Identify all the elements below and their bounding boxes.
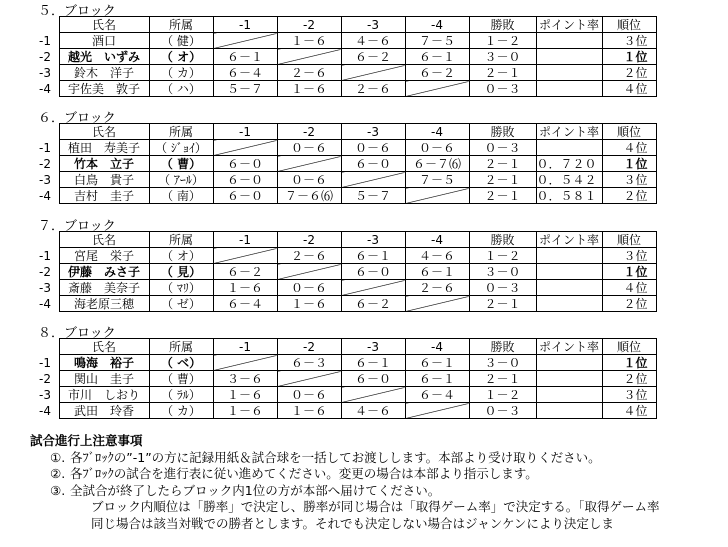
note-text: 全試合が終了したらブロック内1位の方が本部へ届けてください。 bbox=[70, 482, 441, 498]
player-number: -3 bbox=[39, 65, 51, 80]
player-number: -2 bbox=[39, 156, 51, 171]
match-score: ０－６ bbox=[277, 140, 341, 156]
player-affiliation: （ ハ） bbox=[149, 81, 213, 97]
match-score: ０－６ bbox=[341, 140, 405, 156]
player-row bbox=[37, 81, 656, 97]
header-c3: -3 bbox=[341, 17, 405, 33]
point-rate bbox=[536, 81, 602, 97]
header-row bbox=[37, 232, 656, 248]
match-score: １－６ bbox=[277, 403, 341, 419]
win-loss: １－２ bbox=[469, 387, 536, 403]
win-loss: ２－１ bbox=[469, 296, 536, 312]
player-affiliation: （ ｱｰﾙ） bbox=[149, 172, 213, 188]
match-score: ０－６ bbox=[277, 172, 341, 188]
header-rate: ポイント率 bbox=[536, 339, 602, 355]
header-c2: -2 bbox=[277, 232, 341, 248]
header-row bbox=[37, 124, 656, 140]
win-loss: ０－３ bbox=[469, 403, 536, 419]
header-row bbox=[37, 17, 656, 33]
self-match-cell bbox=[405, 188, 469, 204]
player-affiliation: （ ｼﾞｮｲ） bbox=[149, 140, 213, 156]
player-name: 斎藤 美奈子 bbox=[59, 280, 149, 296]
player-row bbox=[37, 172, 656, 188]
player-affiliation: （ ゼ） bbox=[149, 296, 213, 312]
player-affiliation: （ ﾏﾘ） bbox=[149, 280, 213, 296]
header-c1: -1 bbox=[213, 17, 277, 33]
player-row bbox=[37, 248, 656, 264]
header-record: 勝敗 bbox=[469, 232, 536, 248]
header-c2: -2 bbox=[277, 339, 341, 355]
header-rate: ポイント率 bbox=[536, 124, 602, 140]
point-rate bbox=[536, 264, 602, 280]
player-row bbox=[37, 156, 656, 172]
self-match-cell bbox=[277, 49, 341, 65]
header-c2: -2 bbox=[277, 124, 341, 140]
player-number: -4 bbox=[39, 296, 51, 311]
match-score: ６－０ bbox=[341, 371, 405, 387]
header-rank: 順位 bbox=[602, 124, 656, 140]
player-number: -2 bbox=[39, 264, 51, 279]
match-score: ６－２ bbox=[341, 296, 405, 312]
self-match-cell bbox=[341, 387, 405, 403]
roundrobin-table bbox=[37, 16, 657, 97]
match-score: ６－０ bbox=[213, 156, 277, 172]
match-score: ０－６ bbox=[277, 387, 341, 403]
rank: ３位 bbox=[602, 33, 656, 49]
match-score: ６－１ bbox=[341, 355, 405, 371]
header-c4: -4 bbox=[405, 339, 469, 355]
match-score: ４－６ bbox=[341, 403, 405, 419]
match-score: ６－０ bbox=[341, 264, 405, 280]
player-number: -4 bbox=[39, 403, 51, 418]
match-score: ５－７ bbox=[341, 188, 405, 204]
note-item-2 bbox=[30, 466, 728, 483]
header-rate: ポイント率 bbox=[536, 232, 602, 248]
match-score: ６－４ bbox=[213, 65, 277, 81]
header-row bbox=[37, 339, 656, 355]
header-blank bbox=[37, 17, 59, 33]
note-sub-2: 同じ場合は該当対戦での勝者とします。それでも決定しない場合はジャンケンにより決定しま bbox=[91, 515, 614, 531]
match-score: ０－６ bbox=[405, 140, 469, 156]
match-score: ６－１ bbox=[405, 355, 469, 371]
match-score: ６－７⑹ bbox=[405, 156, 469, 172]
win-loss: １－２ bbox=[469, 248, 536, 264]
header-c1: -1 bbox=[213, 339, 277, 355]
rank: ２位 bbox=[602, 371, 656, 387]
rank: ３位 bbox=[602, 387, 656, 403]
note-item-3 bbox=[30, 483, 728, 500]
block-title: ７．ブロック bbox=[38, 219, 116, 234]
win-loss: ２－１ bbox=[469, 172, 536, 188]
note-mark: ①. bbox=[50, 449, 66, 465]
player-affiliation: （ 健） bbox=[149, 33, 213, 49]
win-loss: ０－３ bbox=[469, 140, 536, 156]
self-match-cell bbox=[405, 296, 469, 312]
point-rate: ０．７２０ bbox=[536, 156, 602, 172]
player-affiliation: （ 見） bbox=[149, 264, 213, 280]
header-rank: 順位 bbox=[602, 17, 656, 33]
player-number: -3 bbox=[39, 280, 51, 295]
player-affiliation: （ ﾗﾙ） bbox=[149, 387, 213, 403]
player-name: 鳴海 裕子 bbox=[59, 355, 149, 371]
self-match-cell bbox=[341, 280, 405, 296]
player-affiliation: （ 曹） bbox=[149, 156, 213, 172]
player-row bbox=[37, 140, 656, 156]
match-score: ３－６ bbox=[213, 371, 277, 387]
self-match-cell bbox=[213, 355, 277, 371]
header-aff: 所属 bbox=[149, 339, 213, 355]
player-row bbox=[37, 264, 656, 280]
player-number: -4 bbox=[39, 188, 51, 203]
match-score: ６－０ bbox=[213, 172, 277, 188]
match-score: ６－４ bbox=[405, 387, 469, 403]
player-name: 竹本 立子 bbox=[59, 156, 149, 172]
player-number: -3 bbox=[39, 387, 51, 402]
block-title: ６．ブロック bbox=[38, 111, 116, 126]
header-record: 勝敗 bbox=[469, 124, 536, 140]
self-match-cell bbox=[277, 264, 341, 280]
match-score: ６－３ bbox=[277, 355, 341, 371]
note-mark: ③. bbox=[50, 482, 66, 498]
player-row bbox=[37, 33, 656, 49]
point-rate: ０．５８１ bbox=[536, 188, 602, 204]
win-loss: ３－０ bbox=[469, 49, 536, 65]
win-loss: ０－３ bbox=[469, 81, 536, 97]
player-name: 関山 圭子 bbox=[59, 371, 149, 387]
header-rank: 順位 bbox=[602, 339, 656, 355]
match-score: ７－５ bbox=[405, 172, 469, 188]
header-c2: -2 bbox=[277, 17, 341, 33]
player-number: -1 bbox=[39, 33, 51, 48]
player-row bbox=[37, 49, 656, 65]
point-rate bbox=[536, 296, 602, 312]
header-aff: 所属 bbox=[149, 17, 213, 33]
header-aff: 所属 bbox=[149, 232, 213, 248]
notes-heading: 試合進行上注意事項 bbox=[30, 433, 143, 448]
rank: ２位 bbox=[602, 188, 656, 204]
player-name: 植田 寿美子 bbox=[59, 140, 149, 156]
rank: ２位 bbox=[602, 65, 656, 81]
rank: １位 bbox=[602, 355, 656, 371]
match-score: ７－６⑹ bbox=[277, 188, 341, 204]
player-name: 伊藤 みさ子 bbox=[59, 264, 149, 280]
win-loss: ２－１ bbox=[469, 156, 536, 172]
player-row bbox=[37, 296, 656, 312]
match-score: ６－１ bbox=[405, 371, 469, 387]
match-score: ４－６ bbox=[341, 33, 405, 49]
player-row bbox=[37, 355, 656, 371]
player-affiliation: （ 南） bbox=[149, 188, 213, 204]
player-name: 白鳥 貴子 bbox=[59, 172, 149, 188]
header-record: 勝敗 bbox=[469, 17, 536, 33]
roundrobin-table bbox=[37, 338, 657, 419]
header-c4: -4 bbox=[405, 17, 469, 33]
match-score: ６－４ bbox=[213, 296, 277, 312]
header-blank bbox=[37, 339, 59, 355]
rank: ４位 bbox=[602, 280, 656, 296]
header-c3: -3 bbox=[341, 339, 405, 355]
player-number: -2 bbox=[39, 371, 51, 386]
player-name: 吉村 圭子 bbox=[59, 188, 149, 204]
point-rate bbox=[536, 140, 602, 156]
block-title: ５．ブロック bbox=[38, 4, 116, 19]
player-number: -4 bbox=[39, 81, 51, 96]
match-score: ４－６ bbox=[405, 248, 469, 264]
header-rate: ポイント率 bbox=[536, 17, 602, 33]
header-blank bbox=[37, 232, 59, 248]
player-name: 酒口 bbox=[59, 33, 149, 49]
player-number: -3 bbox=[39, 172, 51, 187]
header-name: 氏名 bbox=[59, 339, 149, 355]
header-name: 氏名 bbox=[59, 17, 149, 33]
note-sub-1: ブロック内順位は「勝率」で決定し、勝率が同じ場合は「取得ゲーム率」で決定する。「取得ゲーム率 bbox=[91, 499, 660, 514]
win-loss: ０－３ bbox=[469, 280, 536, 296]
note-text: 各ﾌﾞﾛｯｸの試合を進行表に従い進めてください。変更の場合は本部より指示します。 bbox=[70, 466, 538, 481]
match-score: ２－６ bbox=[277, 65, 341, 81]
note-mark: ②. bbox=[50, 466, 66, 481]
match-score: １－６ bbox=[277, 296, 341, 312]
note-item-1 bbox=[30, 450, 728, 467]
notes-section bbox=[30, 433, 728, 532]
match-score: ６－２ bbox=[213, 264, 277, 280]
match-score: ６－０ bbox=[341, 156, 405, 172]
match-score: ６－０ bbox=[213, 188, 277, 204]
match-score: ６－１ bbox=[405, 49, 469, 65]
player-name: 鈴木 洋子 bbox=[59, 65, 149, 81]
header-aff: 所属 bbox=[149, 124, 213, 140]
self-match-cell bbox=[341, 65, 405, 81]
win-loss: ２－１ bbox=[469, 188, 536, 204]
roundrobin-table bbox=[37, 123, 657, 204]
match-score: ６－２ bbox=[341, 49, 405, 65]
player-row bbox=[37, 280, 656, 296]
point-rate bbox=[536, 49, 602, 65]
header-c4: -4 bbox=[405, 124, 469, 140]
header-blank bbox=[37, 124, 59, 140]
player-affiliation: （ オ） bbox=[149, 248, 213, 264]
header-name: 氏名 bbox=[59, 232, 149, 248]
player-name: 宮尾 栄子 bbox=[59, 248, 149, 264]
player-row bbox=[37, 188, 656, 204]
self-match-cell bbox=[213, 248, 277, 264]
self-match-cell bbox=[213, 140, 277, 156]
match-score: ２－６ bbox=[405, 280, 469, 296]
header-name: 氏名 bbox=[59, 124, 149, 140]
match-score: ６－１ bbox=[213, 49, 277, 65]
header-c3: -3 bbox=[341, 232, 405, 248]
match-score: ６－１ bbox=[341, 248, 405, 264]
match-score: ７－５ bbox=[405, 33, 469, 49]
header-c1: -1 bbox=[213, 124, 277, 140]
match-score: ２－６ bbox=[341, 81, 405, 97]
rank: ４位 bbox=[602, 140, 656, 156]
rank: ４位 bbox=[602, 403, 656, 419]
block-title: ８．ブロック bbox=[38, 326, 116, 341]
header-c4: -4 bbox=[405, 232, 469, 248]
player-name: 越光 いずみ bbox=[59, 49, 149, 65]
header-record: 勝敗 bbox=[469, 339, 536, 355]
win-loss: １－２ bbox=[469, 33, 536, 49]
self-match-cell bbox=[341, 172, 405, 188]
self-match-cell bbox=[277, 371, 341, 387]
player-number: -2 bbox=[39, 49, 51, 64]
point-rate: ０．５４２ bbox=[536, 172, 602, 188]
match-score: ５－７ bbox=[213, 81, 277, 97]
rank: ３位 bbox=[602, 172, 656, 188]
match-score: １－６ bbox=[277, 81, 341, 97]
win-loss: ２－１ bbox=[469, 65, 536, 81]
match-score: ０－６ bbox=[277, 280, 341, 296]
player-row bbox=[37, 403, 656, 419]
rank: ４位 bbox=[602, 81, 656, 97]
win-loss: ３－０ bbox=[469, 264, 536, 280]
point-rate bbox=[536, 280, 602, 296]
rank: １位 bbox=[602, 49, 656, 65]
player-affiliation: （ カ） bbox=[149, 65, 213, 81]
self-match-cell bbox=[213, 33, 277, 49]
header-c1: -1 bbox=[213, 232, 277, 248]
win-loss: ２－１ bbox=[469, 371, 536, 387]
player-row bbox=[37, 387, 656, 403]
match-score: １－６ bbox=[213, 403, 277, 419]
point-rate bbox=[536, 387, 602, 403]
roundrobin-table bbox=[37, 231, 657, 312]
player-number: -1 bbox=[39, 355, 51, 370]
point-rate bbox=[536, 65, 602, 81]
point-rate bbox=[536, 33, 602, 49]
self-match-cell bbox=[405, 81, 469, 97]
point-rate bbox=[536, 248, 602, 264]
rank: ３位 bbox=[602, 248, 656, 264]
rank: １位 bbox=[602, 156, 656, 172]
player-name: 宇佐美 敦子 bbox=[59, 81, 149, 97]
header-rank: 順位 bbox=[602, 232, 656, 248]
match-score: ６－２ bbox=[405, 65, 469, 81]
self-match-cell bbox=[405, 403, 469, 419]
rank: ２位 bbox=[602, 296, 656, 312]
player-number: -1 bbox=[39, 140, 51, 155]
header-c3: -3 bbox=[341, 124, 405, 140]
rank: １位 bbox=[602, 264, 656, 280]
player-name: 海老原三穂 bbox=[59, 296, 149, 312]
match-score: ６－１ bbox=[405, 264, 469, 280]
player-row bbox=[37, 371, 656, 387]
point-rate bbox=[536, 371, 602, 387]
player-affiliation: （ ベ） bbox=[149, 355, 213, 371]
player-name: 市川 しおり bbox=[59, 387, 149, 403]
player-name: 武田 玲香 bbox=[59, 403, 149, 419]
player-affiliation: （ オ） bbox=[149, 49, 213, 65]
point-rate bbox=[536, 355, 602, 371]
match-score: １－６ bbox=[213, 387, 277, 403]
player-row bbox=[37, 65, 656, 81]
player-number: -1 bbox=[39, 248, 51, 263]
match-score: ２－６ bbox=[277, 248, 341, 264]
note-text: 各ﾌﾞﾛｯｸの”-1”の方に記録用紙＆試合球を一括してお渡しします。本部より受け取りください。 bbox=[70, 449, 601, 465]
player-affiliation: （ 曹） bbox=[149, 371, 213, 387]
player-affiliation: （ カ） bbox=[149, 403, 213, 419]
match-score: １－６ bbox=[277, 33, 341, 49]
win-loss: ３－０ bbox=[469, 355, 536, 371]
point-rate bbox=[536, 403, 602, 419]
self-match-cell bbox=[277, 156, 341, 172]
match-score: １－６ bbox=[213, 280, 277, 296]
